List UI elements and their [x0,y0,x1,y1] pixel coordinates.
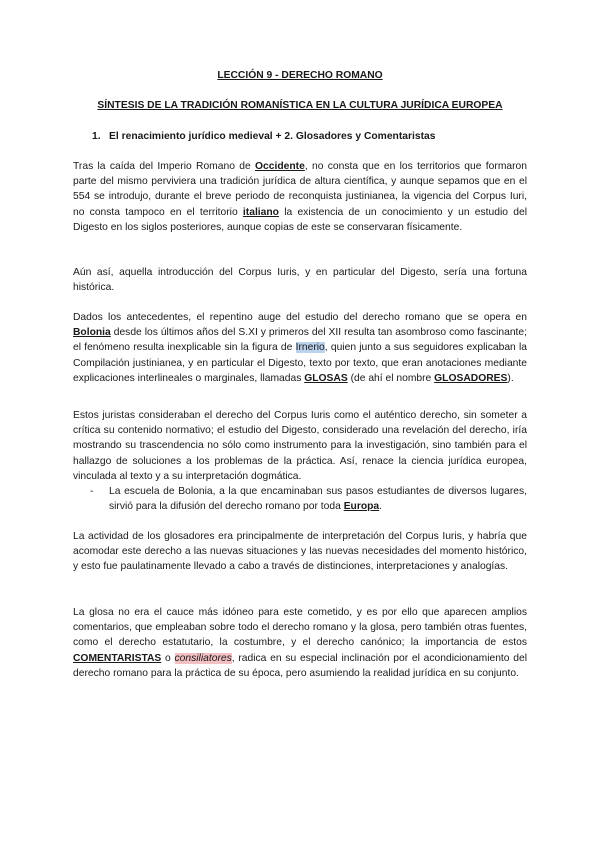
highlight-irnerio: Irnerio [295,342,325,354]
paragraph-bolonia [73,310,527,386]
section-heading [92,131,435,142]
paragraph-text: o [161,652,175,664]
paragraph-text: La glosa no era el cauce más idóneo para este cometido, y es por ello que aparecen amplios comentarios, que empleaban sobre todo el derecho romano y la glosa, pero también otras fuentes, como el derecho estatutario, la costumbre, y el derecho canónico; la importancia de estos [73,607,527,649]
keyword-europa: Europa [343,501,380,513]
highlight-consiliatores: consiliatores [174,652,232,664]
section-number: 1. [92,131,101,142]
paragraph-text: Dados los antecedentes, el repentino auge del estudio del derecho romano que se opera en [73,312,527,323]
keyword-occidente: Occidente [255,161,305,172]
paragraph-actividad-glosadores: La actividad de los glosadores era principalmente de interpretación del Corpus Iuris, y habría que acomodar este derecho a las nuevas situaciones y las nuevas necesidades del momento histórico, y esto fue paulatinamente llevado a cabo a través de distinciones, interpretaciones y analogías. [73,531,527,573]
paragraph-text: , quien junto a sus seguidores explicaban la Compilación justinianea, y en particular el Digesto, texto por texto, que eran anotaciones mediante explicaciones interlineales o marginales, llamadas [73,342,527,384]
keyword-comentaristas: COMENTARISTAS [73,652,162,664]
keyword-italiano: italiano [242,206,279,218]
paragraph-occidente [73,159,527,235]
paragraph-text: ). [507,372,514,384]
keyword-glosadores: GLOSADORES [434,372,508,384]
bullet-dash: - [90,486,94,497]
lesson-subtitle: SÍNTESIS DE LA TRADICIÓN ROMANÍSTICA EN LA CULTURA JURÍDICA EUROPEA [97,100,503,111]
keyword-glosas: GLOSAS [304,372,348,384]
bullet-escuela-bolonia [90,484,527,514]
paragraph-text: la existencia de un conocimiento y un estudio del Digesto en los siglos posteriores, aunque copias de este se conservaran físicamente. [73,206,527,233]
paragraph-text: La escuela de Bolonia, a la que encaminaban sus pasos estudiantes de diversos lugares, sirvió para la difusión del derecho romano por toda [109,486,527,513]
bullet-text [109,484,527,514]
section-heading-text: El renacimiento jurídico medieval + 2. Glosadores y Comentaristas [109,131,436,142]
paragraph-text: desde los últimos años del S.XI y primeros del XII resulta tan asombroso como fascinante; el fenómeno resulta inexplicable sin la figura de [73,327,527,354]
keyword-bolonia: Bolonia [73,327,111,339]
paragraph-comentaristas [73,605,527,681]
paragraph-text: Tras la caída del Imperio Romano de [73,161,256,172]
paragraph-text: , no consta que en los territorios que formaron parte del mismo perviviera una tradición jurídica de altura científica, y aunque sepamos que en el 554 se introdujo, durante el breve periodo de reconquista justinianea, la vigencia del Corpus Iuri, no consta tampoco en el territorio [73,161,527,218]
paragraph-text: . [379,501,383,513]
paragraph-text: (de ahí el nombre [347,372,435,384]
paragraph-fortuna-historica: Aún así, aquella introducción del Corpus Iuris, y en particular del Digesto, sería una fortuna histórica. [73,267,527,294]
paragraph-text: , radica en su especial inclinación por el acondicionamiento del derecho romano para la práctica de su época, pero asumiendo la realidad jurídica en su conjunto. [73,652,528,679]
lesson-title: LECCIÓN 9 - DERECHO ROMANO [217,70,383,81]
paragraph-juristas: Estos juristas consideraban el derecho del Corpus Iuris como el auténtico derecho, sin someter a crítica su contenido normativo; el estudio del Digesto, considerado una revelación del derecho, iría mostrando su trascendencia no sólo como instrumento para la investigación, sino también para el hallazgo de soluciones a los problemas de la práctica. Así, renace la ciencia jurídica europea, vinculada al texto y a su interpretación dogmática. [73,410,527,482]
